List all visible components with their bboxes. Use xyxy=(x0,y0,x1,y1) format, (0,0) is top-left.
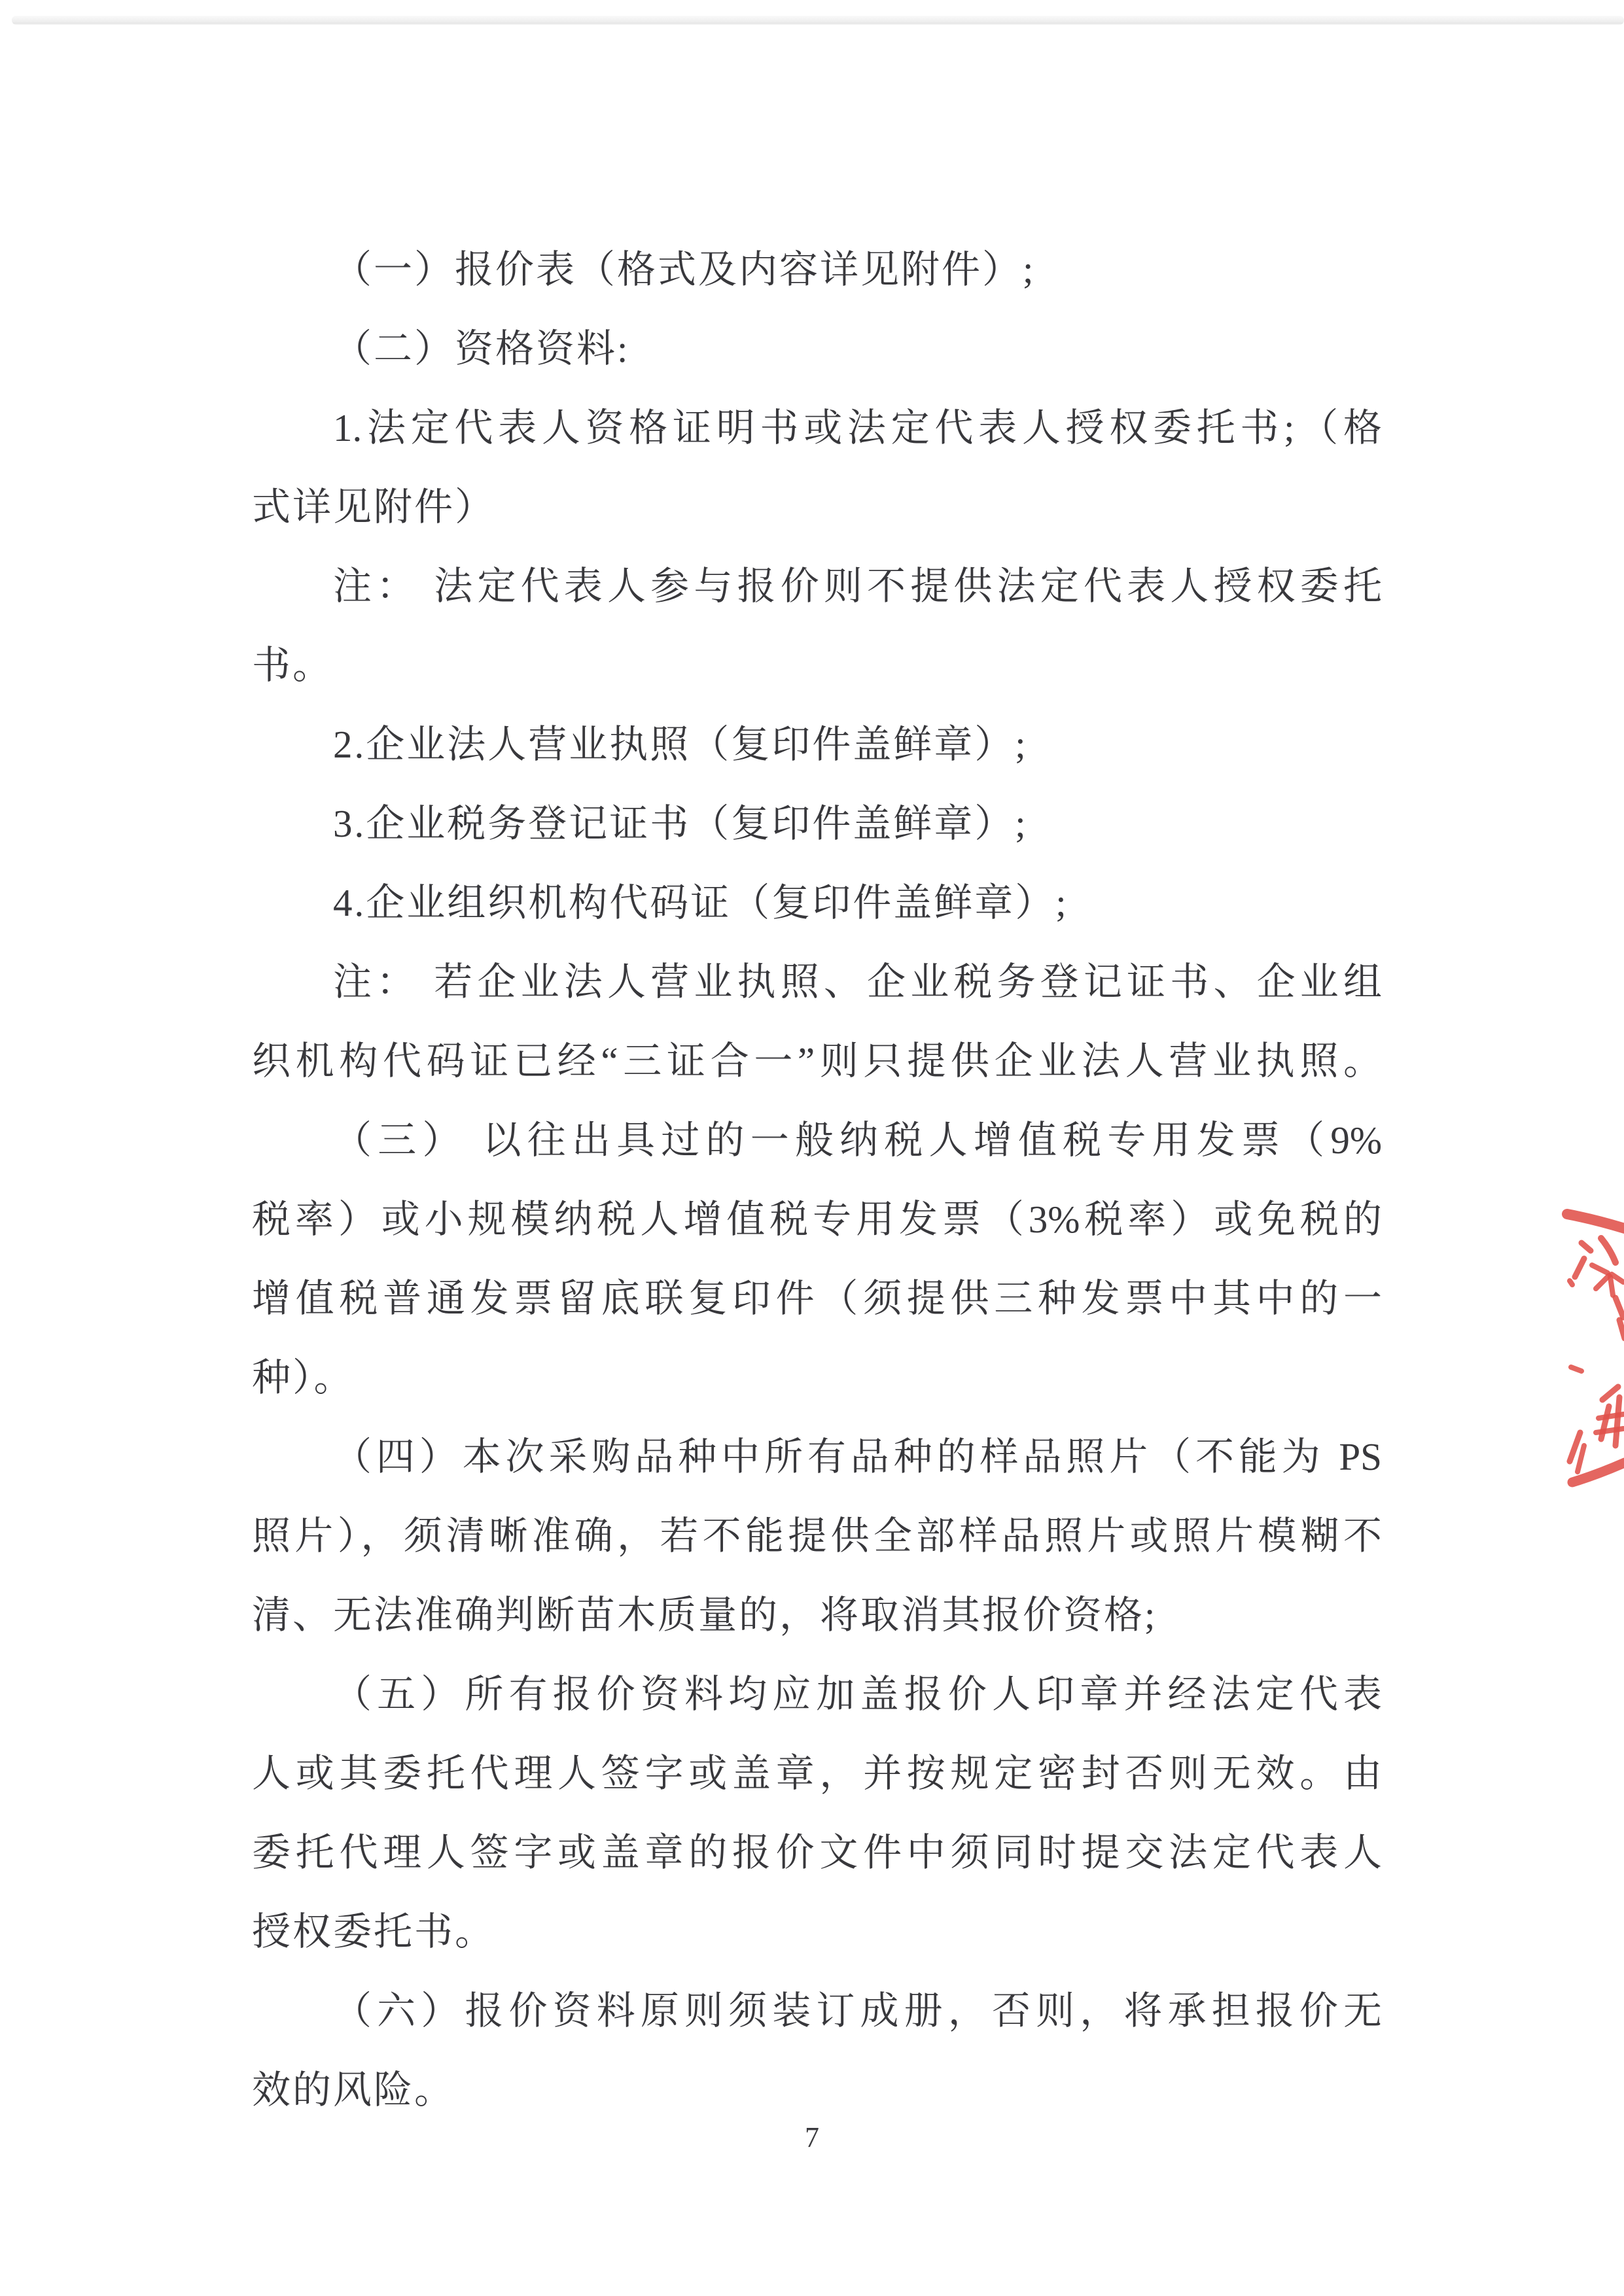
text-line: （四）本次采购品种中所有品种的样品照片（不能为 PS xyxy=(333,1435,1382,1478)
text-line: 授权委托书。 xyxy=(252,1910,496,1953)
page-number: 7 xyxy=(805,2121,819,2153)
text-line: 税率）或小规模纳税人增值税专用发票（3%税率）或免税的 xyxy=(252,1198,1382,1241)
text-line: 3.企业税务登记证书（复印件盖鲜章）; xyxy=(333,802,1028,845)
text-line: 增值税普通发票留底联复印件（须提供三种发票中其中的一 xyxy=(252,1277,1382,1320)
text-line: 效的风险。 xyxy=(252,2068,455,2112)
text-line: （二）资格资料: xyxy=(333,327,630,370)
text-line: 书。 xyxy=(252,644,334,687)
text-line: 人或其委托代理人签字或盖章，并按规定密封否则无效。由 xyxy=(252,1752,1382,1795)
text-line: 织机构代码证已经“三证合一”则只提供企业法人营业执照。 xyxy=(252,1039,1382,1083)
text-line: 清、无法准确判断苗木质量的，将取消其报价资格; xyxy=(252,1593,1157,1637)
text-line: 照片），须清晰准确，若不能提供全部样品照片或照片模糊不 xyxy=(252,1514,1382,1557)
text-line: 注： 若企业法人营业执照、企业税务登记证书、企业组 xyxy=(333,960,1382,1003)
text-line: 2.企业法人营业执照（复印件盖鲜章）; xyxy=(333,723,1028,766)
text-line: 1.法定代表人资格证明书或法定代表人授权委托书;（格 xyxy=(333,406,1382,449)
text-line: （三） 以往出具过的一般纳税人增值税专用发票（9% xyxy=(333,1119,1382,1162)
red-seal-stamp-icon xyxy=(1562,1202,1624,1493)
text-line: 4.企业组织机构代码证（复印件盖鲜章）; xyxy=(333,881,1068,924)
text-line: （五）所有报价资料均应加盖报价人印章并经法定代表 xyxy=(333,1673,1382,1716)
text-line: 委托代理人签字或盖章的报价文件中须同时提交法定代表人 xyxy=(252,1831,1382,1874)
text-line: 种）。 xyxy=(252,1356,355,1399)
document-body xyxy=(252,230,1382,2130)
scan-artifact-line xyxy=(12,16,1624,25)
text-line: （六）报价资料原则须装订成册，否则，将承担报价无 xyxy=(333,1989,1382,2032)
text-line: 注： 法定代表人参与报价则不提供法定代表人授权委托 xyxy=(333,565,1382,608)
text-line: （一）报价表（格式及内容详见附件）; xyxy=(333,248,1036,291)
text-line: 式详见附件） xyxy=(252,485,496,529)
